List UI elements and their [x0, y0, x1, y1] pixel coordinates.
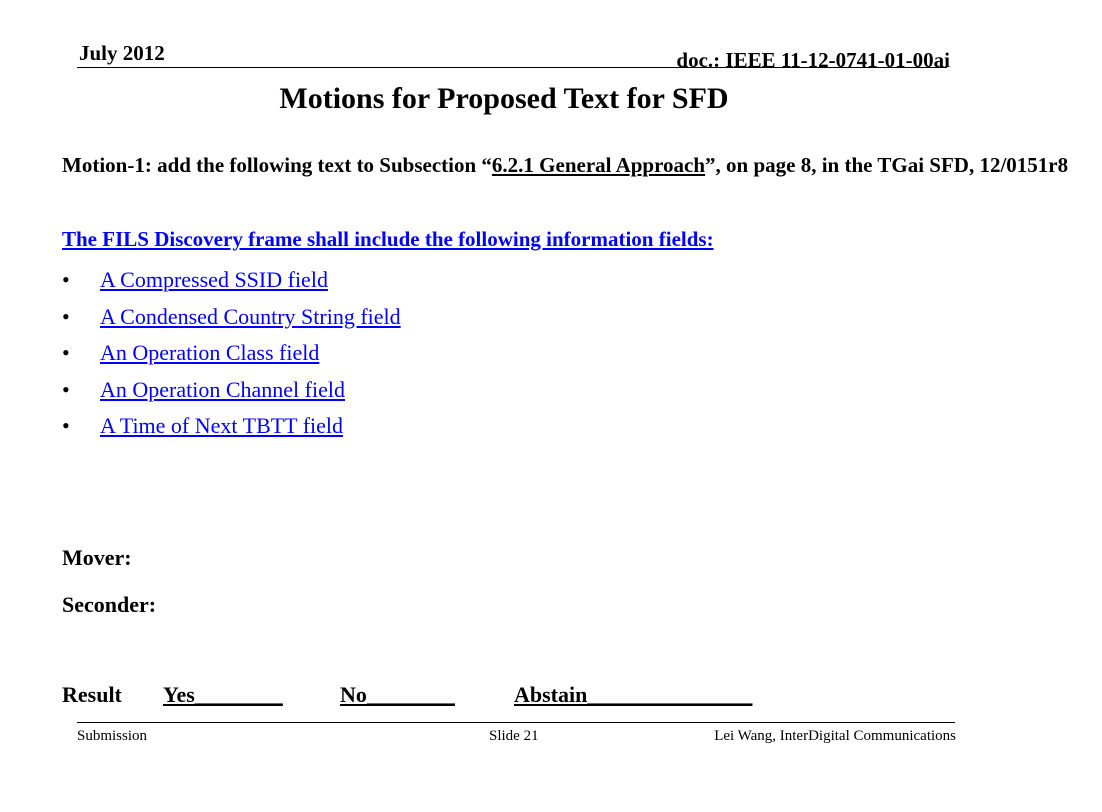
result-label: Result: [62, 682, 122, 707]
motion-prefix: Motion-1: add the following text to Subsection “: [62, 153, 492, 177]
header-doc-id: doc.: IEEE 11-12-0741-01-00ai: [676, 48, 950, 72]
motion-subsection: 6.2.1 General Approach: [491, 153, 706, 177]
field-list: [62, 265, 401, 448]
bullet-icon: •: [62, 376, 70, 402]
motion-text: [62, 151, 1102, 180]
bullet-icon: •: [62, 303, 70, 329]
result-abstain: Abstain_______________: [514, 682, 753, 707]
result-yes: Yes________: [163, 682, 283, 707]
result-no: No________: [340, 682, 455, 707]
field-item-text: A Time of Next TBTT field: [100, 413, 344, 438]
bullet-icon: •: [62, 413, 70, 438]
field-item-text: A Condensed Country String field: [100, 303, 401, 329]
list-item: [62, 375, 401, 412]
field-item-text: An Operation Channel field: [100, 376, 345, 402]
header-date: July 2012: [79, 41, 165, 65]
footer-submission: Submission: [77, 728, 148, 744]
list-item: [62, 265, 401, 302]
slide-title: Motions for Proposed Text for SFD: [279, 82, 729, 115]
field-item-text: A Compressed SSID field: [100, 267, 328, 292]
list-item: [62, 302, 401, 339]
footer-author: Lei Wang, InterDigital Communications: [714, 728, 956, 744]
intro-text: The FILS Discovery frame shall include the following information fields:: [62, 227, 714, 251]
field-item-text: An Operation Class field: [100, 340, 320, 365]
footer-rule: [77, 722, 955, 723]
motion-suffix: ”, on page 8, in the TGai SFD, 12/0151r8: [705, 153, 1069, 177]
list-item: [62, 338, 401, 375]
mover-label: Mover:: [62, 545, 132, 570]
footer-slide-number: Slide 21: [489, 728, 539, 744]
header-rule: [77, 67, 947, 68]
list-item: [62, 411, 401, 448]
bullet-icon: •: [62, 340, 70, 365]
bullet-icon: •: [62, 267, 70, 292]
seconder-label: Seconder:: [62, 592, 157, 617]
